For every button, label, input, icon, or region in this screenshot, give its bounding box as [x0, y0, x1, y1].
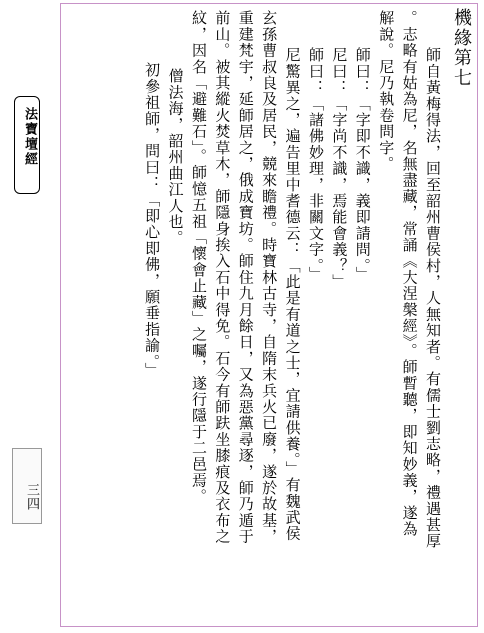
- book-title-label: 法寶壇經: [22, 107, 37, 167]
- scripture-text: [52, 10, 444, 620]
- page-number: 三四: [24, 483, 39, 511]
- text-column: 解說。尼乃執卷問字。: [377, 10, 396, 172]
- text-column: 尼曰：「字尚不識，焉能會義？」: [330, 47, 349, 290]
- chapter-title: 機緣第七: [451, 8, 472, 88]
- text-column: 初參祖師，問曰：「即心即佛，願垂指諭。」: [143, 62, 162, 379]
- text-column: 師曰：「字即不識，義即請問。」: [353, 47, 372, 283]
- text-column: 師自黃梅得法，回至韶州曹侯村，人無知者。有儒士劉志略，禮遇甚厚: [424, 47, 442, 550]
- page-number-box: [12, 448, 42, 524]
- text-column: 師曰：「諸佛妙理，非關文字。」: [306, 47, 325, 283]
- text-column: 前山。被其縱火焚草木，師隱身挨入石中得免。石今有師趺坐膝痕及衣布之: [213, 10, 232, 545]
- text-column: 僧法海，韶州曲江人也。: [166, 68, 185, 247]
- book-title-tab[interactable]: [14, 96, 40, 194]
- text-column: 。志略有姑為尼，名無盡藏，常誦《大涅槃經》。師暫聽，即知妙義，遂為: [400, 10, 419, 538]
- text-column: 紋，因名「避難石」。師憶五祖「懷會止藏」之囑，遂行隱于二邑焉。: [189, 10, 208, 505]
- text-column: 重建梵宇，延師居之，俄成寶坊。師住九月餘日，又為惡黨尋逐，師乃遁于: [236, 10, 255, 545]
- text-column: 尼驚異之，遍告里中耆德云：「此是有道之士，宜請供養。」有魏武侯: [283, 47, 302, 542]
- text-column: 玄孫曹叔良及居民，競來瞻禮。時寶林古寺，自隋末兵火已廢，遂於故基，: [260, 10, 279, 545]
